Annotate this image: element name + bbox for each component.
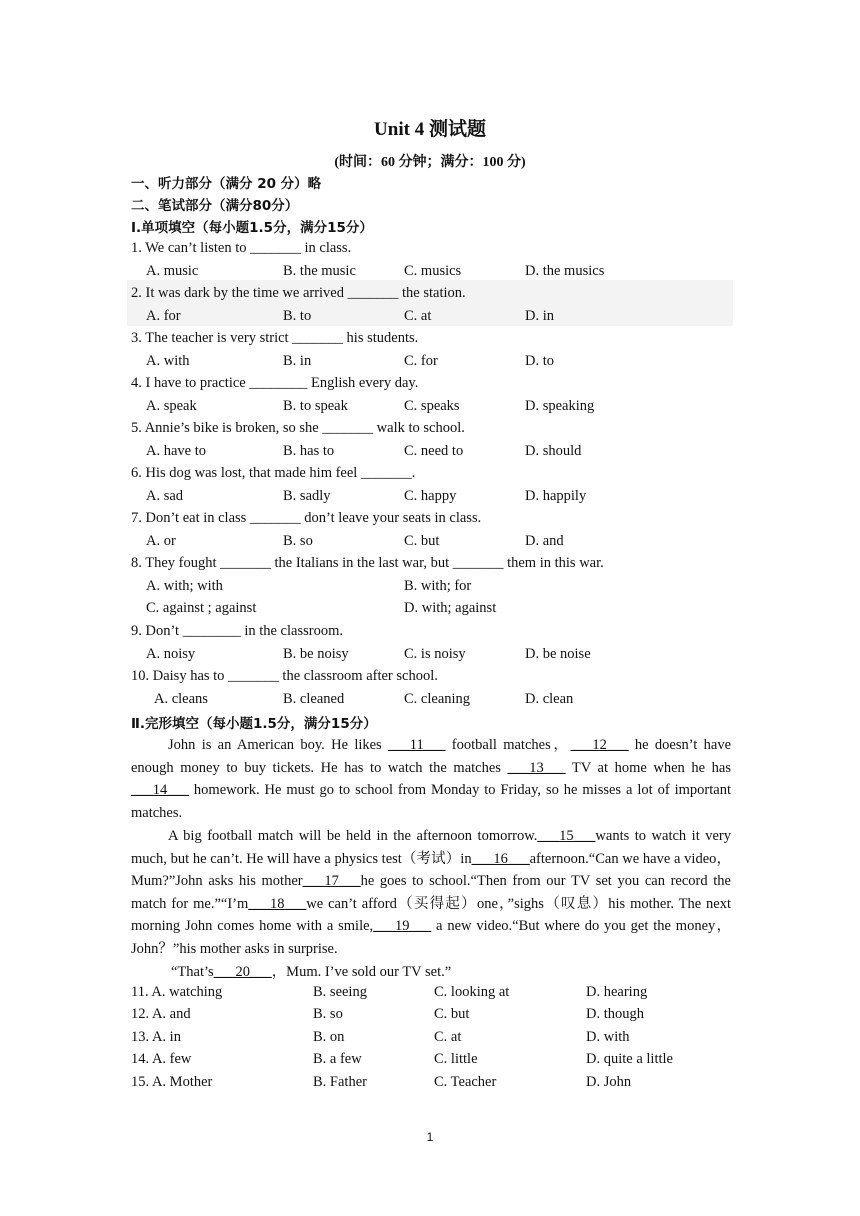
blank-20: ___20___ bbox=[213, 964, 272, 980]
cloze-option-a: 15. A. Mother bbox=[131, 1074, 213, 1090]
option-a: A. sad bbox=[146, 488, 184, 504]
section-writing: 二、笔试部分（满分80分） bbox=[131, 198, 299, 214]
passage-text: football matches， bbox=[445, 737, 571, 753]
option-b: B. so bbox=[283, 533, 313, 549]
option-c: C. at bbox=[404, 308, 432, 324]
option-d: D. in bbox=[525, 308, 554, 324]
option-a: A. speak bbox=[146, 398, 197, 414]
passage-text: a new video.“But where do you get the money，John？”his mother asks in surprise. bbox=[131, 918, 731, 957]
part-single-choice-heading: Ⅰ.单项填空（每小题1.5分，满分15分） bbox=[131, 220, 373, 236]
option-d: D. with; against bbox=[404, 600, 497, 616]
option-b: B. cleaned bbox=[283, 691, 345, 707]
cloze-option-a: 13. A. in bbox=[131, 1029, 181, 1045]
option-c: C. is noisy bbox=[404, 646, 466, 662]
question-stem: 10. Daisy has to _______ the classroom after school. bbox=[131, 668, 438, 684]
cloze-option-a: 12. A. and bbox=[131, 1006, 191, 1022]
option-d: D. happily bbox=[525, 488, 587, 504]
question-stem: 7. Don’t eat in class _______ don’t leave your seats in class. bbox=[131, 510, 482, 526]
option-a: A. with bbox=[146, 353, 190, 369]
part-cloze-heading: Ⅱ.完形填空（每小题1.5分，满分15分） bbox=[131, 716, 377, 732]
option-d: D. to bbox=[525, 353, 554, 369]
option-c: C. musics bbox=[404, 263, 462, 279]
blank-11: ___11___ bbox=[388, 737, 446, 753]
blank-19: ___19___ bbox=[373, 918, 432, 935]
option-b: B. to speak bbox=[283, 398, 348, 414]
cloze-option-d: D. with bbox=[586, 1029, 630, 1045]
question-stem: 8. They fought _______ the Italians in the last war, but _______ them in this war. bbox=[131, 555, 604, 571]
cloze-option-d: D. though bbox=[586, 1006, 644, 1022]
option-b: B. has to bbox=[283, 443, 335, 459]
passage-text: he doesn’t have enough money to buy tickets. He has to watch the matches bbox=[131, 737, 732, 776]
option-b: B. in bbox=[283, 353, 312, 369]
cloze-option-a: 14. A. few bbox=[131, 1051, 192, 1067]
question-stem: 1. We can’t listen to _______ in class. bbox=[131, 240, 352, 256]
option-c: C. but bbox=[404, 533, 440, 549]
blank-17: ___17___ bbox=[302, 873, 361, 890]
cloze-option-c: C. little bbox=[434, 1051, 478, 1067]
option-a: A. for bbox=[146, 308, 181, 324]
cloze-option-c: C. at bbox=[434, 1029, 462, 1045]
cloze-option-d: D. hearing bbox=[586, 984, 648, 1000]
option-d: D. the musics bbox=[525, 263, 605, 279]
option-b: B. sadly bbox=[283, 488, 331, 504]
option-c: C. against ; against bbox=[146, 600, 257, 616]
question-stem: 5. Annie’s bike is broken, so she _______ walk to school. bbox=[131, 420, 465, 436]
passage-text: ，Mum. I’ve sold our TV set.” bbox=[271, 964, 452, 980]
option-b: B. with; for bbox=[404, 578, 472, 594]
cloze-option-c: C. Teacher bbox=[434, 1074, 497, 1090]
option-b: B. the music bbox=[283, 263, 356, 279]
option-c: C. need to bbox=[404, 443, 464, 459]
option-a: A. noisy bbox=[146, 646, 196, 662]
option-d: D. speaking bbox=[525, 398, 595, 414]
option-d: D. and bbox=[525, 533, 564, 549]
passage-text: homework. He must go to school from Monday to Friday, so he misses a lot of important matches. bbox=[131, 782, 731, 821]
option-b: B. to bbox=[283, 308, 312, 324]
passage-text: A big football match will be held in the afternoon tomorrow. bbox=[168, 828, 538, 844]
option-c: C. cleaning bbox=[404, 691, 471, 707]
option-a: A. cleans bbox=[154, 691, 208, 707]
cloze-option-d: D. quite a little bbox=[586, 1051, 673, 1067]
passage-text: wants to watch it very much, but he can’t. He will have a physics test（考试）in bbox=[131, 828, 731, 867]
cloze-option-c: C. but bbox=[434, 1006, 470, 1022]
question-stem: 3. The teacher is very strict _______ his students. bbox=[131, 330, 419, 346]
option-c: C. for bbox=[404, 353, 438, 369]
cloze-option-b: B. on bbox=[313, 1029, 345, 1045]
option-d: D. clean bbox=[525, 691, 574, 707]
blank-16: ___16___ bbox=[471, 850, 530, 867]
passage-text: afternoon.“Can we have a video，Mum?”John asks his mother bbox=[131, 850, 731, 890]
passage-text: he goes to school.“Then from our TV set you can record the match for me.”“I’m bbox=[131, 873, 731, 912]
section-listening: 一、听力部分（满分 20 分）略 bbox=[131, 176, 322, 192]
cloze-option-a: 11. A. watching bbox=[131, 984, 223, 1000]
option-a: A. or bbox=[146, 533, 176, 549]
option-a: A. music bbox=[146, 263, 199, 279]
question-stem: 6. His dog was lost, that made him feel _______. bbox=[131, 465, 416, 481]
option-a: A. have to bbox=[146, 443, 206, 459]
passage-text: we can’t afford（买得起）one，”sighs（叹息）his mother. The next morning John comes home with a smile, bbox=[131, 895, 731, 935]
page-title: Unit 4 测试题 bbox=[374, 119, 486, 140]
cloze-option-b: B. so bbox=[313, 1006, 343, 1022]
option-c: C. happy bbox=[404, 488, 457, 504]
cloze-option-c: C. looking at bbox=[434, 984, 510, 1000]
page-subtitle: (时间：60 分钟；满分：100 分) bbox=[334, 155, 526, 170]
cloze-paragraph-1 bbox=[131, 734, 731, 824]
option-c: C. speaks bbox=[404, 398, 460, 414]
question-stem: 4. I have to practice ________ English every day. bbox=[131, 375, 419, 391]
passage-text: TV at home when he has bbox=[565, 759, 732, 776]
blank-18: ___18___ bbox=[248, 895, 307, 912]
blank-12: ___12___ bbox=[570, 737, 629, 753]
cloze-option-d: D. John bbox=[586, 1074, 632, 1090]
option-b: B. be noisy bbox=[283, 646, 349, 662]
option-a: A. with; with bbox=[146, 578, 223, 594]
blank-14: ___14___ bbox=[131, 782, 189, 799]
option-d: D. should bbox=[525, 443, 582, 459]
question-stem: 9. Don’t ________ in the classroom. bbox=[131, 623, 343, 639]
passage-text: John is an American boy. He likes bbox=[168, 737, 389, 753]
passage-text: “That’s bbox=[171, 964, 214, 980]
cloze-option-b: B. a few bbox=[313, 1051, 362, 1067]
cloze-option-b: B. seeing bbox=[313, 984, 367, 1000]
option-d: D. be noise bbox=[525, 646, 591, 662]
cloze-option-b: B. Father bbox=[313, 1074, 367, 1090]
blank-15: ___15___ bbox=[537, 828, 596, 844]
page-number: 1 bbox=[426, 1130, 434, 1144]
cloze-paragraph-3 bbox=[131, 961, 731, 984]
question-stem: 2. It was dark by the time we arrived _______ the station. bbox=[131, 285, 466, 301]
cloze-paragraph-2 bbox=[131, 825, 731, 961]
blank-13: ___13___ bbox=[507, 759, 566, 776]
